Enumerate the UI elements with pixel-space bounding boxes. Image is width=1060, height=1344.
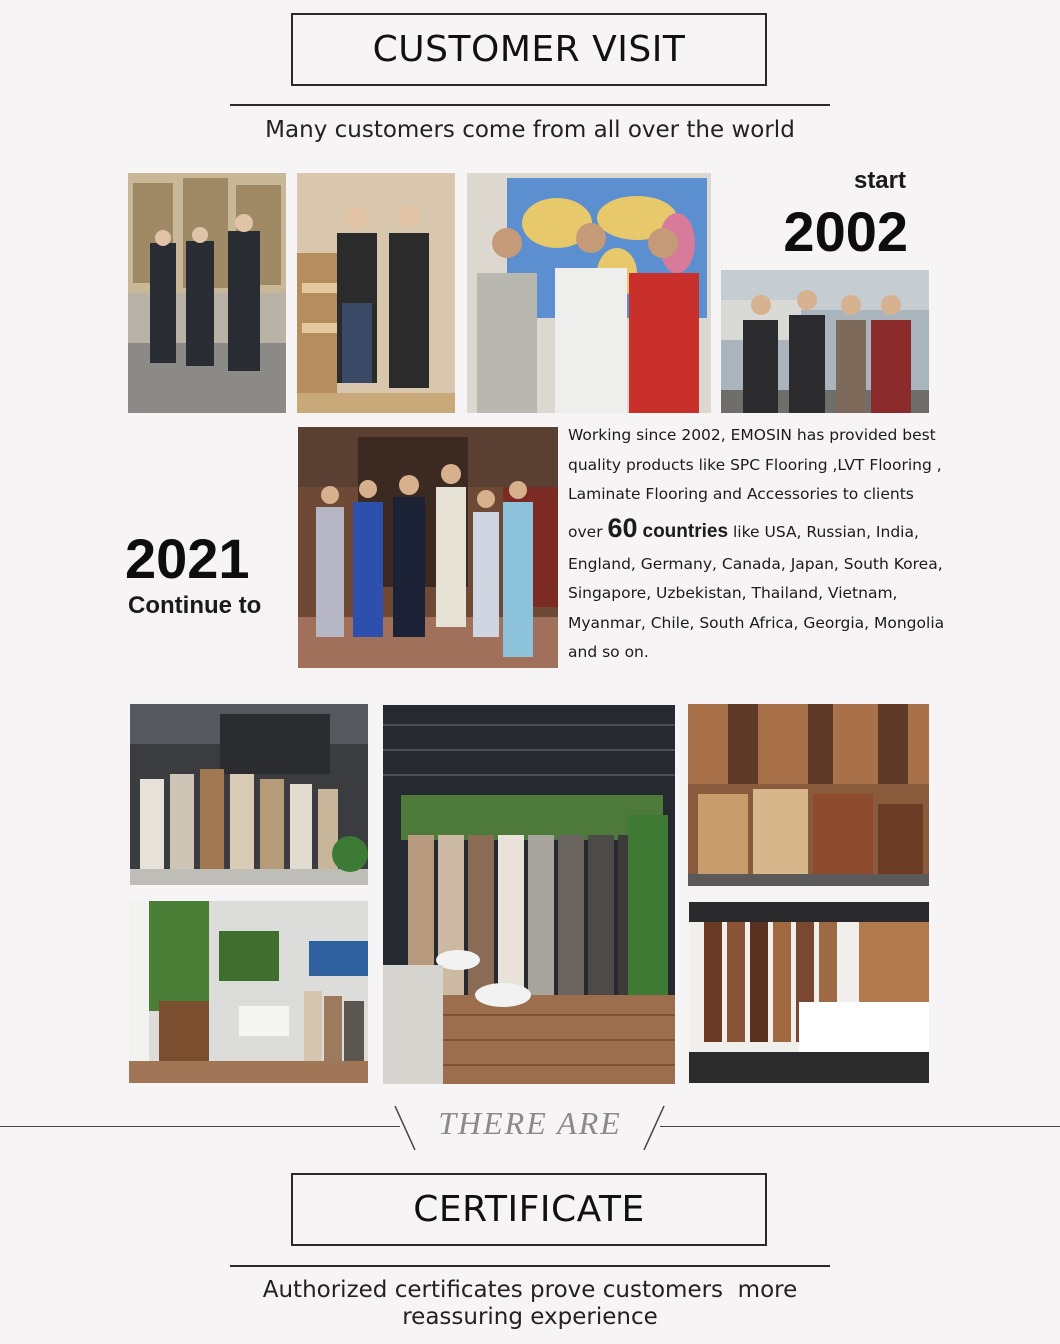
divider-slash-left-icon	[393, 1104, 419, 1152]
booth-photo-2	[383, 705, 675, 1084]
showroom-visit-photo	[297, 173, 455, 413]
customer-visit-title-box	[291, 13, 767, 86]
end-year: 2021	[125, 527, 250, 590]
divider-line-left	[0, 1126, 400, 1127]
description-line: Working since 2002, EMOSIN has provided best	[568, 426, 936, 444]
countries-text: countries	[642, 520, 729, 542]
divider-line-right	[660, 1126, 1060, 1127]
divider-slash-right-icon	[640, 1104, 666, 1152]
description-line: Singapore, Uzbekistan, Thailand, Vietnam,	[568, 584, 898, 602]
description-paragraph	[568, 421, 948, 668]
description-line: Myanmar, Chile, South Africa, Georgia, Mongolia	[568, 613, 945, 632]
booth-photo-4	[129, 901, 368, 1083]
certificate-subtitle	[130, 1277, 930, 1331]
description-line: and so on.	[568, 643, 649, 661]
certificate-underline	[230, 1265, 830, 1267]
warehouse-visit-photo	[128, 173, 286, 413]
certificate-subtitle-line: Authorized certificates prove customers more	[262, 1277, 798, 1303]
country-list-text: like USA, Russian, India,	[732, 522, 919, 541]
start-label: start	[853, 167, 906, 194]
description-line: quality products like SPC Flooring ,LVT Flooring ,	[568, 455, 942, 474]
divider-text: THERE ARE	[438, 1105, 622, 1141]
start-year: 2002	[783, 200, 908, 263]
customer-visit-subtitle: Many customers come from all over the world	[265, 117, 795, 143]
description-line: England, Germany, Canada, Japan, South Korea,	[568, 554, 943, 573]
booth-photo-1	[130, 704, 368, 885]
certificate-title: CERTIFICATE	[413, 1189, 645, 1230]
continue-label: Continue to	[128, 592, 262, 619]
over-text: over	[568, 522, 603, 541]
customer-visit-title: CUSTOMER VISIT	[372, 29, 686, 70]
description-line	[568, 510, 948, 550]
office-group-photo	[298, 427, 558, 668]
certificate-title-box	[291, 1173, 767, 1246]
world-map-visit-photo	[467, 173, 711, 413]
country-count: 60	[607, 512, 638, 543]
title-underline	[230, 104, 830, 106]
booth-photo-3	[688, 704, 929, 886]
description-line: Laminate Flooring and Accessories to clients	[568, 485, 914, 503]
factory-group-photo	[721, 270, 929, 413]
booth-photo-5	[689, 902, 929, 1083]
certificate-subtitle-line: reassuring experience	[402, 1304, 658, 1330]
